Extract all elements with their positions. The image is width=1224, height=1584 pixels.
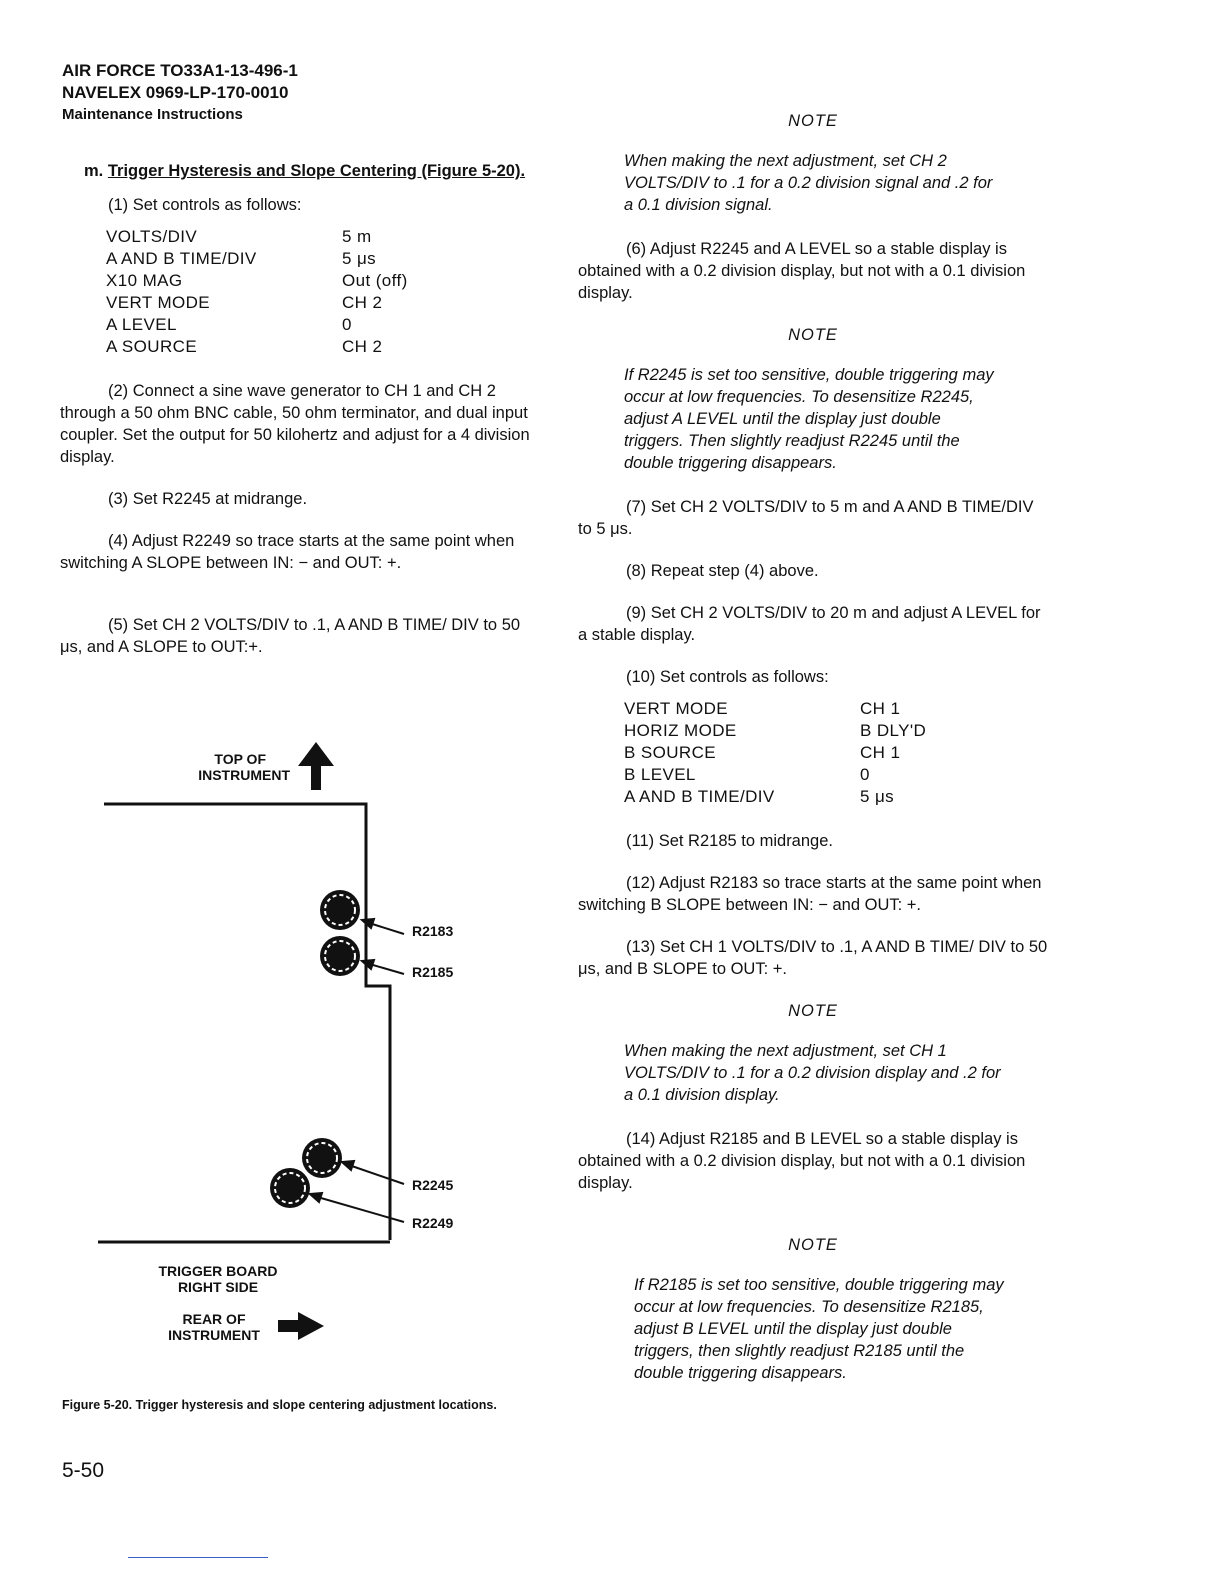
footer-rule — [128, 1557, 268, 1558]
rear-label-1: REAR OF — [182, 1311, 246, 1327]
step-5: (5) Set CH 2 VOLTS/DIV to .1, A AND B TIME/ DIV to 50 μs, and A SLOPE to OUT:+. — [60, 616, 521, 656]
settings-table-2 — [624, 698, 926, 808]
header-line-2: NAVELEX 0969-LP-170-0010 — [62, 83, 289, 102]
label-r2245: R2245 — [412, 1177, 454, 1193]
step-14: (14) Adjust R2185 and B LEVEL so a stable display is obtained with a 0.2 division display, but not with a 0.1 division display. — [578, 1130, 1026, 1192]
setting-row — [624, 698, 926, 720]
note-heading-4: NOTE — [788, 1236, 838, 1254]
figure-caption: Figure 5-20. Trigger hysteresis and slope centering adjustment locations. — [62, 1398, 497, 1412]
step-7: (7) Set CH 2 VOLTS/DIV to 5 m and A AND B TIME/DIV to 5 μs. — [578, 498, 1034, 538]
setting-row — [106, 336, 408, 358]
note-heading-1: NOTE — [788, 112, 838, 130]
step-4: (4) Adjust R2249 so trace starts at the same point when switching A SLOPE between IN: − and OUT: +. — [60, 532, 515, 572]
pot-r2245 — [302, 1138, 342, 1178]
setting-value: 5 μs — [860, 787, 895, 806]
document-header — [62, 60, 298, 126]
label-r2185: R2185 — [412, 964, 454, 980]
setting-row — [624, 742, 926, 764]
step-9: (9) Set CH 2 VOLTS/DIV to 20 m and adjust A LEVEL for a stable display. — [578, 604, 1041, 644]
note-2: If R2245 is set too sensitive, double triggering may occur at low frequencies. To desensitize R2245, adjust A LEVEL until the display just double triggers. Then slightly readjust R2245 until the double triggering disappears. — [624, 366, 994, 472]
setting-control: A AND B TIME/DIV — [624, 787, 775, 806]
board-label-2: RIGHT SIDE — [177, 1279, 259, 1295]
step-6: (6) Adjust R2245 and A LEVEL so a stable display is obtained with a 0.2 division display, but not with a 0.1 division display. — [578, 240, 1026, 302]
header-line-3: Maintenance Instructions — [62, 106, 243, 123]
setting-row — [106, 270, 408, 292]
setting-value: 0 — [342, 315, 352, 334]
setting-control: VOLTS/DIV — [106, 227, 198, 246]
setting-control: A AND B TIME/DIV — [106, 249, 257, 268]
setting-row — [106, 314, 408, 336]
left-column — [60, 160, 540, 678]
note-heading-3: NOTE — [788, 1002, 838, 1020]
note-3: When making the next adjustment, set CH 1 VOLTS/DIV to .1 for a 0.2 division display and .2 for a 0.1 division display. — [624, 1042, 1001, 1104]
setting-control: B SOURCE — [624, 743, 716, 762]
header-line-1: AIR FORCE TO33A1-13-496-1 — [62, 61, 298, 80]
setting-row — [106, 248, 408, 270]
right-arrow-icon — [278, 1312, 324, 1340]
setting-control: VERT MODE — [106, 293, 211, 312]
setting-value: 0 — [860, 765, 870, 784]
setting-control: A LEVEL — [106, 315, 177, 334]
note-heading-2: NOTE — [788, 326, 838, 344]
settings-table-1 — [106, 226, 408, 358]
setting-value: Out (off) — [342, 271, 408, 290]
setting-value: CH 2 — [342, 337, 383, 356]
setting-control: VERT MODE — [624, 699, 729, 718]
step-1: (1) Set controls as follows: — [108, 196, 302, 214]
section-title — [84, 160, 540, 182]
label-r2183: R2183 — [412, 923, 454, 939]
step-10: (10) Set controls as follows: — [626, 668, 829, 686]
setting-row — [624, 786, 926, 808]
top-of-label-2: INSTRUMENT — [198, 767, 290, 783]
setting-row — [624, 720, 926, 742]
pot-r2185 — [320, 936, 360, 976]
setting-value: 5 μs — [342, 249, 377, 268]
setting-control: B LEVEL — [624, 765, 696, 784]
board-outline — [104, 804, 390, 1240]
section-letter: m. — [84, 162, 104, 180]
note-4: If R2185 is set too sensitive, double triggering may occur at low frequencies. To desensitize R2185, adjust B LEVEL until the display just double triggers, then slightly readjust R2185 until the double triggering disappears. — [634, 1276, 1004, 1382]
figure-5-20 — [0, 730, 560, 1380]
step-8: (8) Repeat step (4) above. — [626, 562, 819, 580]
setting-control: A SOURCE — [106, 337, 198, 356]
right-column — [578, 110, 1048, 1406]
board-label-1: TRIGGER BOARD — [158, 1263, 278, 1279]
setting-value: CH 1 — [860, 699, 901, 718]
setting-control: HORIZ MODE — [624, 721, 737, 740]
label-r2249: R2249 — [412, 1215, 454, 1231]
setting-control: X10 MAG — [106, 271, 183, 290]
setting-value: B DLY'D — [860, 721, 927, 740]
step-11: (11) Set R2185 to midrange. — [626, 832, 833, 850]
pot-r2249 — [270, 1168, 310, 1208]
top-of-label-1: TOP OF — [214, 751, 266, 767]
setting-row — [106, 226, 408, 248]
section-title-text: Trigger Hysteresis and Slope Centering (Figure 5-20). — [107, 162, 526, 180]
setting-value: CH 2 — [342, 293, 383, 312]
setting-row — [106, 292, 408, 314]
step-3: (3) Set R2245 at midrange. — [108, 490, 308, 508]
setting-row — [624, 764, 926, 786]
step-12: (12) Adjust R2183 so trace starts at the same point when switching B SLOPE between IN: − and OUT: +. — [578, 874, 1042, 914]
setting-value: 5 m — [342, 227, 372, 246]
pot-r2183 — [320, 890, 360, 930]
rear-label-2: INSTRUMENT — [168, 1327, 260, 1343]
note-1: When making the next adjustment, set CH 2 VOLTS/DIV to .1 for a 0.2 division signal and .2 for a 0.1 division signal. — [624, 152, 993, 214]
up-arrow-icon — [298, 742, 334, 790]
setting-value: CH 1 — [860, 743, 901, 762]
page-number: 5-50 — [62, 1459, 105, 1482]
step-2: (2) Connect a sine wave generator to CH 1 and CH 2 through a 50 ohm BNC cable, 50 ohm terminator, and dual input coupler. Set the output for 50 kilohertz and adjust for a 4 division display. — [60, 382, 530, 466]
step-13: (13) Set CH 1 VOLTS/DIV to .1, A AND B TIME/ DIV to 50 μs, and B SLOPE to OUT: +. — [578, 938, 1048, 978]
